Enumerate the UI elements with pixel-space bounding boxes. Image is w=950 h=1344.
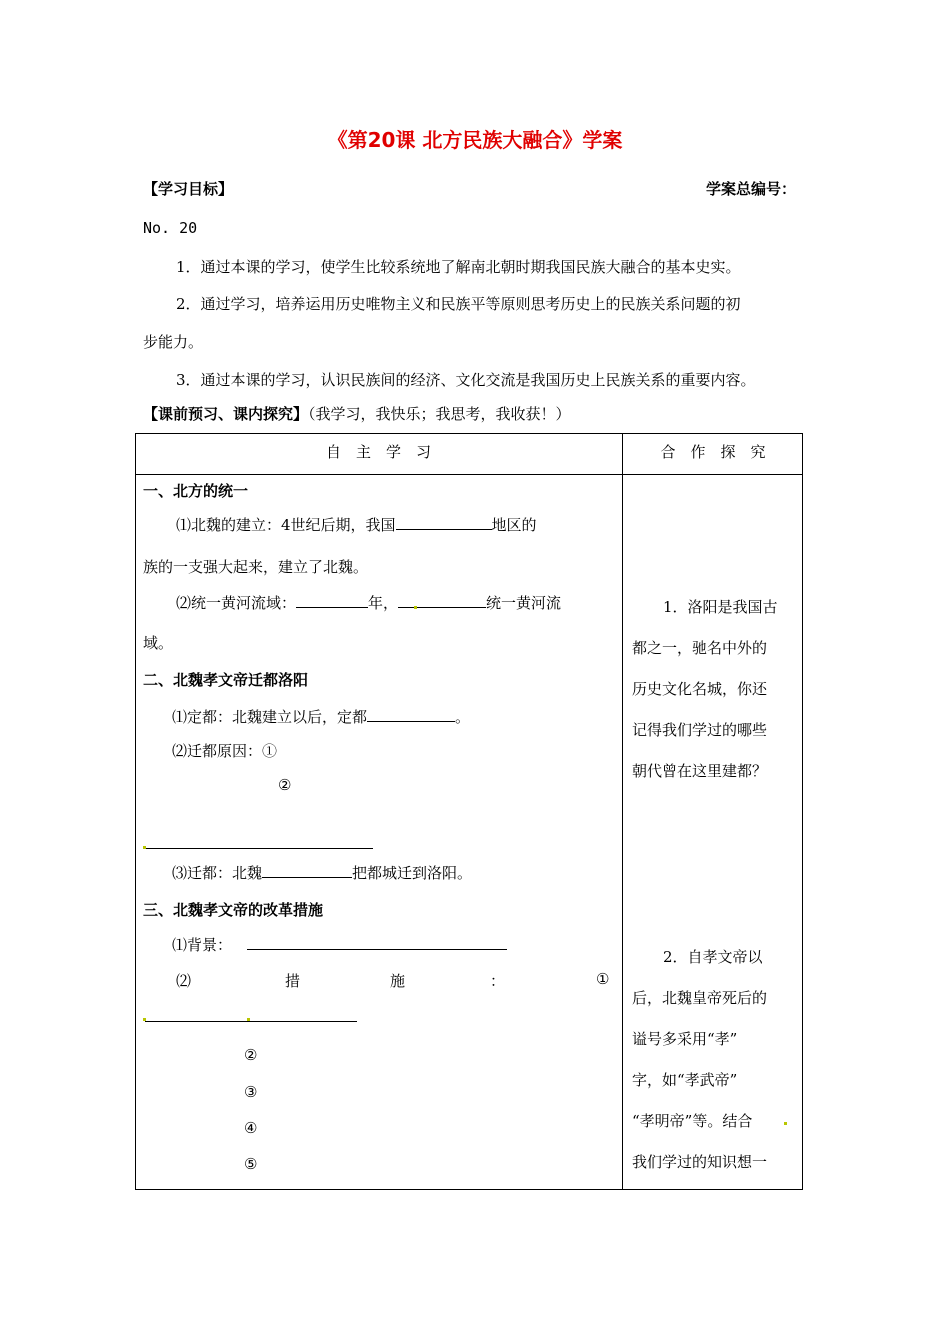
blank-ruler[interactable] — [398, 593, 486, 608]
preview-heading: 【课前预习、课内探究】 — [143, 405, 309, 423]
s1-l3d: 统一黄河流 — [486, 594, 562, 612]
case-number-label: 学案总编号： — [706, 180, 797, 198]
s1-l3a: ⑵统一黄河流域： — [176, 594, 297, 612]
s3-l2c: 施 — [390, 972, 406, 990]
s2-line-3: ② — [278, 776, 292, 794]
s2-line-2: ⑵迁都原因：① — [172, 742, 278, 760]
answer-line[interactable] — [145, 1021, 357, 1022]
case-number: No. 20 — [143, 219, 198, 237]
blank-region[interactable] — [396, 515, 492, 530]
s1-line-2: 族的一支强大起来，建立了北魏。 — [143, 558, 369, 576]
section-3-heading: 三、北魏孝文帝的改革措施 — [143, 901, 324, 919]
page-title: 《第20课 北方民族大融合》学案 — [327, 128, 623, 152]
s2-line-4 — [172, 862, 472, 883]
measure-item-3: ③ — [244, 1083, 258, 1101]
answer-line[interactable] — [143, 848, 373, 849]
s3-l2e: ① — [596, 970, 610, 988]
s3-line-1: ⑴背景： — [172, 936, 233, 954]
section-1-heading: 一、北方的统一 — [143, 482, 249, 500]
mark-dot — [784, 1122, 787, 1125]
mark-dot — [247, 1018, 250, 1021]
q1-line-2: 都之一，驰名中外的 — [632, 639, 768, 657]
q1-line-3: 历史文化名城，你还 — [632, 680, 768, 698]
q2-line-3: 谥号多采用“孝” — [632, 1030, 738, 1048]
column-divider — [622, 433, 623, 1190]
measure-item-5: ⑤ — [244, 1155, 258, 1173]
s3-l2d: ： — [490, 972, 506, 990]
measure-item-4: ④ — [244, 1119, 258, 1137]
s2-l4b: 把都城迁到洛阳。 — [352, 864, 473, 882]
s1-line-4: 域。 — [143, 634, 174, 652]
measure-item-2: ② — [244, 1046, 258, 1064]
q1-line-5: 朝代曾在这里建都？ — [632, 762, 768, 780]
s2-l1a: ⑴定都：北魏建立以后，定都 — [172, 708, 368, 726]
col-header-cooperation: 合 作 探 究 — [660, 443, 766, 461]
objective-1: 1．通过本课的学习，使学生比较系统地了解南北朝时期我国民族大融合的基本史实。 — [176, 258, 741, 276]
blank-year[interactable] — [296, 593, 368, 608]
s1-l3c: ， — [383, 594, 399, 612]
q2-line-4: 字，如“孝武帝” — [632, 1071, 738, 1089]
header-divider — [135, 474, 803, 475]
blank-emperor[interactable] — [262, 863, 352, 878]
section-2-heading: 二、北魏孝文帝迁都洛阳 — [143, 671, 309, 689]
q1-line-4: 记得我们学过的哪些 — [632, 721, 768, 739]
s2-l4a: ⑶迁都：北魏 — [172, 864, 263, 882]
q2-line-2: 后，北魏皇帝死后的 — [632, 989, 768, 1007]
col-header-self-study: 自 主 学 习 — [325, 443, 431, 461]
q2-line-1: 2．自孝文帝以 — [663, 948, 763, 966]
s3-l2b: 措 — [285, 972, 301, 990]
s1-line-1 — [176, 514, 537, 535]
objective-2-cont: 步能力。 — [143, 333, 204, 351]
q1-line-1: 1．洛阳是我国古 — [663, 598, 778, 616]
objective-2: 2．通过学习，培养运用历史唯物主义和民族平等原则思考历史上的民族关系问题的初 — [176, 295, 741, 313]
preview-line — [143, 403, 571, 424]
s1-l3b: 年 — [368, 594, 384, 612]
s2-line-1 — [172, 706, 470, 727]
s2-l1b: 。 — [455, 708, 471, 726]
s1-l1a: ⑴北魏的建立：4世纪后期，我国 — [176, 516, 396, 534]
objective-3: 3．通过本课的学习，认识民族间的经济、文化交流是我国历史上民族关系的重要内容。 — [176, 371, 756, 389]
mark-dot — [143, 1018, 146, 1021]
s1-l1b: 地区的 — [491, 516, 537, 534]
answer-line[interactable] — [247, 949, 507, 950]
objectives-heading: 【学习目标】 — [143, 180, 234, 198]
preview-motto: （我学习，我快乐；我思考，我收获！） — [308, 405, 571, 423]
blank-capital[interactable] — [367, 707, 455, 722]
mark-dot — [414, 606, 417, 609]
s3-l2a: ⑵ — [176, 972, 192, 990]
s1-line-3 — [176, 592, 561, 613]
mark-dot — [143, 846, 146, 849]
q2-line-5: “孝明帝”等。结合 — [632, 1112, 753, 1130]
q2-line-6: 我们学过的知识想一 — [632, 1153, 768, 1171]
